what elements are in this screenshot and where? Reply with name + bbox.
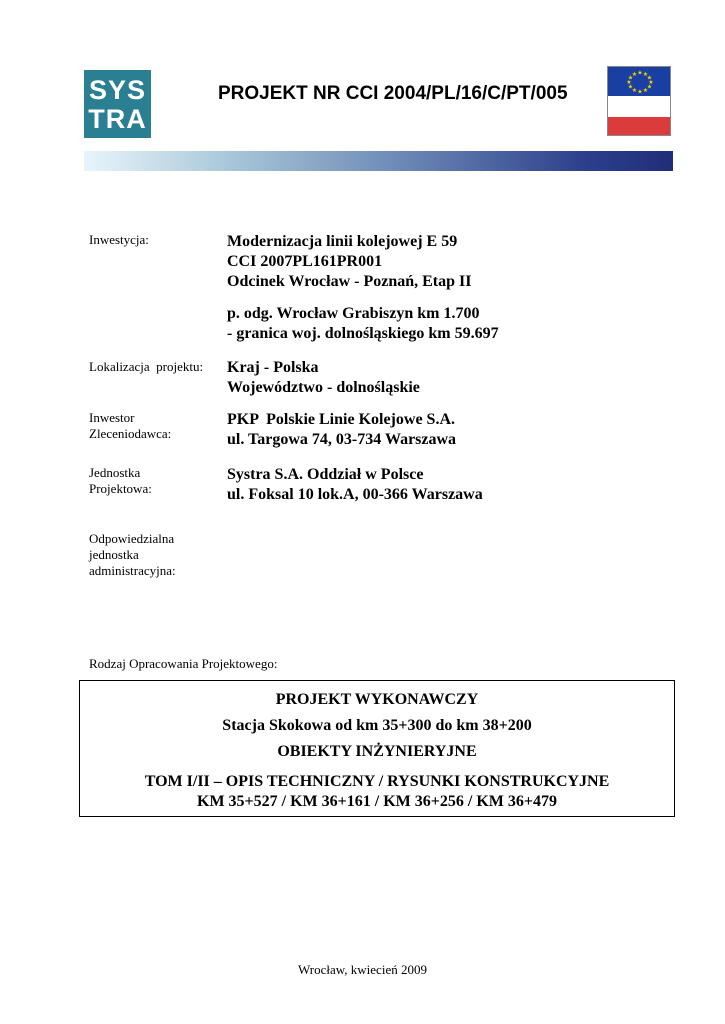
label-odpowiedzialna-line-3: administracyjna: <box>89 563 176 578</box>
flag-white-stripe <box>608 96 670 117</box>
project-type-line-5: KM 35+527 / KM 36+161 / KM 36+256 / KM 36+479 <box>197 793 557 810</box>
label-odpowiedzialna-line-2: jednostka <box>89 547 139 562</box>
eu-flag-icon <box>608 67 670 96</box>
eu-poland-flag-icon <box>607 66 671 136</box>
value-jednostka-line-1: Systra S.A. Oddział w Polsce <box>227 466 424 483</box>
label-lokalizacja: Lokalizacja projektu: <box>89 359 204 374</box>
svg-text:★: ★ <box>626 79 632 86</box>
project-type-line-3: OBIEKTY INŻYNIERYJNE <box>277 743 477 760</box>
project-type-box <box>79 680 675 817</box>
value-inwestor-line-1: PKP Polskie Linie Kolejowe S.A. <box>227 411 455 428</box>
svg-text:★: ★ <box>631 87 638 94</box>
value-inwestycja-line-3: Odcinek Wrocław - Poznań, Etap II <box>227 273 472 290</box>
document-title: PROJEKT NR CCI 2004/PL/16/C/PT/005 <box>218 83 568 104</box>
value-inwestycja-line-2: CCI 2007PL161PR001 <box>227 253 383 270</box>
svg-text:★: ★ <box>637 69 643 77</box>
project-type-line-1: PROJEKT WYKONAWCZY <box>275 691 479 708</box>
value-inwestycja-line-5: - granica woj. dolnośląskiego km 59.697 <box>227 325 499 342</box>
svg-text:★: ★ <box>642 87 649 94</box>
logo-line-1: SYS <box>88 75 147 105</box>
label-jednostka-line-1: Jednostka <box>89 465 141 480</box>
svg-text:★: ★ <box>637 88 643 96</box>
place-and-date: Wrocław, kwiecień 2009 <box>298 962 427 977</box>
label-odpowiedzialna-line-1: Odpowiedzialna <box>89 531 175 546</box>
svg-text:★: ★ <box>631 71 638 78</box>
flag-red-stripe <box>608 117 670 136</box>
project-type-line-2: Stacja Skokowa od km 35+300 do km 38+200 <box>222 717 532 734</box>
label-rodzaj-opracowania: Rodzaj Opracowania Projektowego: <box>89 656 278 671</box>
label-inwestor-line-1: Inwestor <box>89 410 135 425</box>
svg-text:★: ★ <box>642 71 649 78</box>
value-lokalizacja-line-1: Kraj - Polska <box>227 359 319 376</box>
svg-text:★: ★ <box>648 79 654 86</box>
value-lokalizacja-line-2: Województwo - dolnośląskie <box>227 379 420 396</box>
project-type-line-4: TOM I/II – OPIS TECHNICZNY / RYSUNKI KONSTRUKCYJNE <box>144 773 610 790</box>
svg-text:★: ★ <box>627 74 634 82</box>
header-gradient-band <box>84 151 673 171</box>
svg-text:★: ★ <box>627 83 634 91</box>
logo-line-2: TRA <box>88 104 147 134</box>
label-inwestor-line-2: Zleceniodawca: <box>89 426 172 441</box>
svg-text:★: ★ <box>646 74 653 82</box>
label-jednostka-line-2: Projektowa: <box>89 481 152 496</box>
svg-text:★: ★ <box>646 83 653 91</box>
value-inwestycja-line-1: Modernizacja linii kolejowej E 59 <box>227 233 458 250</box>
label-inwestycja: Inwestycja: <box>89 232 149 247</box>
value-jednostka-line-2: ul. Foksal 10 lok.A, 00-366 Warszawa <box>227 486 483 503</box>
value-inwestycja-line-4: p. odg. Wrocław Grabiszyn km 1.700 <box>227 305 480 322</box>
eu-stars-icon <box>608 67 671 96</box>
value-inwestor-line-2: ul. Targowa 74, 03-734 Warszawa <box>227 431 457 448</box>
systra-logo <box>84 70 151 138</box>
